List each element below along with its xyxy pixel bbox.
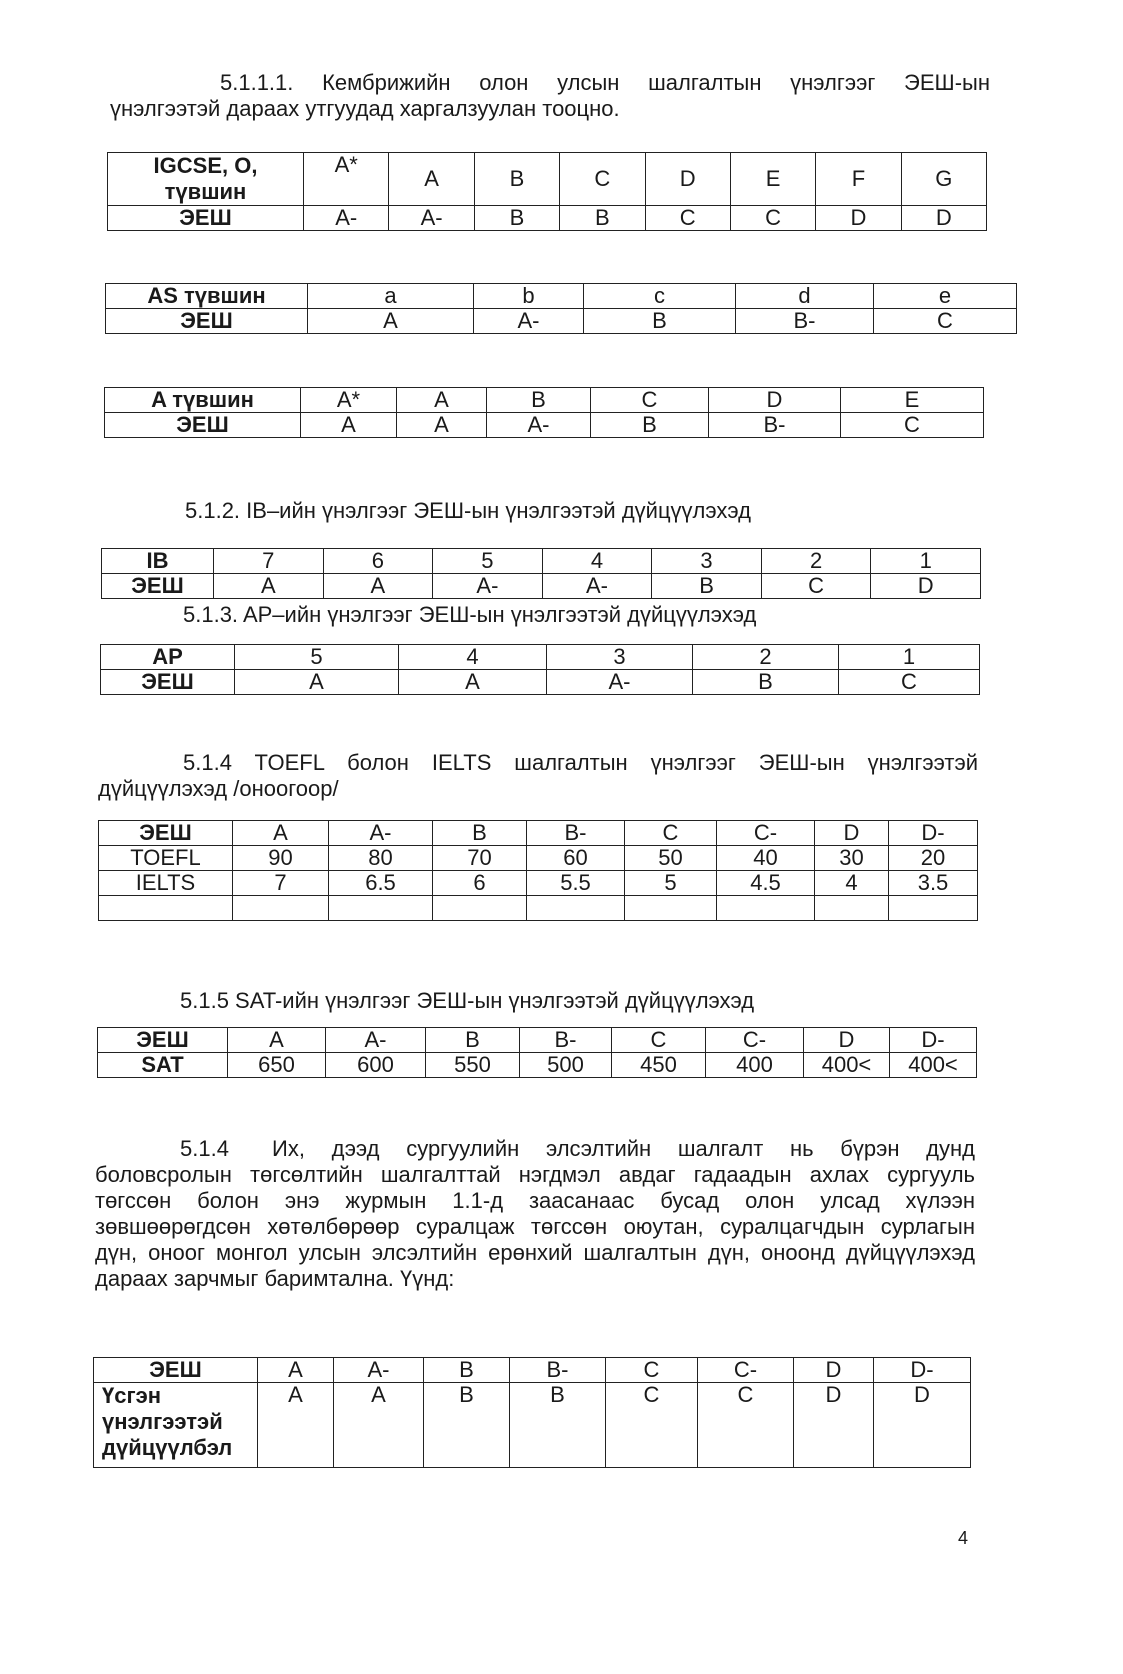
- toefl-ielts-table: [98, 820, 978, 921]
- table-cell: 550: [426, 1053, 520, 1078]
- table-cell: B: [510, 1383, 606, 1468]
- table-cell: 6: [433, 871, 527, 896]
- row-label: ЭЕШ: [98, 1028, 228, 1053]
- table-row: [105, 388, 984, 413]
- table-cell: 5: [235, 645, 399, 670]
- table-cell: A: [258, 1358, 334, 1383]
- table-cell: C: [645, 206, 730, 231]
- table-cell: 3: [547, 645, 693, 670]
- table-row: [105, 413, 984, 438]
- igcse-table: [107, 152, 987, 231]
- table-cell: A-: [487, 413, 591, 438]
- table-cell: A-: [304, 206, 389, 231]
- table-cell: D: [901, 206, 986, 231]
- row-label: SAT: [98, 1053, 228, 1078]
- row-label: A түвшин: [105, 388, 301, 413]
- sat-table: [97, 1027, 977, 1078]
- table-cell: B-: [736, 309, 874, 334]
- table-cell: B: [591, 413, 709, 438]
- table-cell: 650: [228, 1053, 326, 1078]
- table-cell: 3: [652, 549, 762, 574]
- table-cell: C: [698, 1383, 794, 1468]
- table-cell: 400<: [890, 1053, 977, 1078]
- table-cell: B: [424, 1383, 510, 1468]
- table-cell: C-: [698, 1358, 794, 1383]
- table-cell: 600: [326, 1053, 426, 1078]
- toefl-heading: [98, 750, 978, 802]
- paragraph-line-5: дүн, оноог монгол улсын элсэлтийн ерөнхий шалгалтын дүн, оноонд дүйцүүлэхэд: [95, 1240, 975, 1265]
- table-cell: B: [474, 153, 559, 206]
- row-label: ЭЕШ: [94, 1358, 258, 1383]
- table-cell: A: [228, 1028, 326, 1053]
- table-cell: 2: [693, 645, 839, 670]
- table-cell: D: [816, 206, 901, 231]
- table-cell: D: [815, 821, 889, 846]
- table-cell: D: [794, 1383, 874, 1468]
- table-cell: B: [433, 821, 527, 846]
- table-cell: 3.5: [889, 871, 978, 896]
- table-cell: C-: [706, 1028, 804, 1053]
- table-cell: 4.5: [717, 871, 815, 896]
- table-cell: A-: [547, 670, 693, 695]
- row-label: ЭЕШ: [101, 670, 235, 695]
- ap-table: [100, 644, 980, 695]
- table-cell: B: [426, 1028, 520, 1053]
- intro-line-1: 5.1.1.1. Кембрижийн олон улсын шалгалтын үнэлгээг ЭЕШ-ын: [220, 70, 990, 95]
- table-cell: A-: [334, 1358, 424, 1383]
- paragraph-line-6: дараах зарчмыг баримтална. Үүнд:: [95, 1266, 455, 1291]
- table-cell: A: [233, 821, 329, 846]
- table-cell: 50: [625, 846, 717, 871]
- table-cell: 70: [433, 846, 527, 871]
- table-cell: C: [625, 821, 717, 846]
- table-cell: C: [841, 413, 984, 438]
- table-cell: E: [841, 388, 984, 413]
- row-label: IELTS: [99, 871, 233, 896]
- table-row: [98, 1028, 977, 1053]
- table-cell: C: [560, 153, 645, 206]
- table-cell: 40: [717, 846, 815, 871]
- table-cell: B: [487, 388, 591, 413]
- table-cell: B: [584, 309, 736, 334]
- table-cell: A-: [542, 574, 652, 599]
- table-cell: C: [606, 1383, 698, 1468]
- table-row: [99, 821, 978, 846]
- table-cell: D: [794, 1358, 874, 1383]
- row-label: ЭЕШ: [99, 821, 233, 846]
- table-cell: b: [474, 284, 584, 309]
- row-label: TOEFL: [99, 846, 233, 871]
- table-row: [99, 846, 978, 871]
- row-label: ЭЕШ: [108, 206, 304, 231]
- table-cell: [233, 896, 329, 921]
- page-number: 4: [957, 1528, 968, 1548]
- table-cell: A: [301, 413, 397, 438]
- table-row: [94, 1358, 971, 1383]
- table-cell: B-: [709, 413, 841, 438]
- paragraph-line-4: зөвшөөрөгдсөн хөтөлбөрөөр суралцаж төгссөн оюутан, суралцагчдын сурлагын: [95, 1214, 975, 1239]
- table-cell: 30: [815, 846, 889, 871]
- table-cell: 500: [520, 1053, 612, 1078]
- table-cell: A: [258, 1383, 334, 1468]
- table-cell: A-: [326, 1028, 426, 1053]
- table-cell: [433, 896, 527, 921]
- table-cell: A-: [474, 309, 584, 334]
- table-cell: A: [308, 309, 474, 334]
- table-cell: B: [652, 574, 762, 599]
- row-label: Үсгэн үнэлгээтэй дүйцүүлбэл: [94, 1383, 258, 1468]
- table-cell: 90: [233, 846, 329, 871]
- table-cell: C: [874, 309, 1017, 334]
- table-cell: A: [397, 413, 487, 438]
- letter-grade-table: [93, 1357, 971, 1468]
- table-cell: 20: [889, 846, 978, 871]
- table-cell: 400: [706, 1053, 804, 1078]
- table-cell: C: [606, 1358, 698, 1383]
- table-cell: e: [874, 284, 1017, 309]
- table-cell: D-: [889, 821, 978, 846]
- row-label: ЭЕШ: [105, 413, 301, 438]
- table-cell: A-: [329, 821, 433, 846]
- table-cell: D: [874, 1383, 971, 1468]
- table-cell: 7: [233, 871, 329, 896]
- table-cell: B: [474, 206, 559, 231]
- table-cell: B-: [527, 821, 625, 846]
- table-cell: 7: [214, 549, 324, 574]
- table-row: [106, 284, 1017, 309]
- table-cell: B: [424, 1358, 510, 1383]
- table-row: [108, 206, 987, 231]
- paragraph-number: 5.1.4: [180, 1136, 229, 1161]
- table-cell: 4: [399, 645, 547, 670]
- table-cell: 5: [433, 549, 543, 574]
- intro-paragraph: [110, 70, 990, 122]
- table-cell: 2: [761, 549, 871, 574]
- table-cell: A: [323, 574, 433, 599]
- table-cell: A: [397, 388, 487, 413]
- table-cell: B-: [510, 1358, 606, 1383]
- table-cell: 4: [542, 549, 652, 574]
- table-cell: 1: [839, 645, 980, 670]
- sat-heading: 5.1.5 SAT-ийн үнэлгээг ЭЕШ-ын үнэлгээтэй дүйцүүлэхэд: [180, 988, 755, 1013]
- as-level-table: [105, 283, 1017, 334]
- table-cell: A: [235, 670, 399, 695]
- table-cell: B: [693, 670, 839, 695]
- table-cell: [329, 896, 433, 921]
- table-cell: D: [645, 153, 730, 206]
- table-cell: 5.5: [527, 871, 625, 896]
- table-cell: D-: [890, 1028, 977, 1053]
- table-cell: B: [560, 206, 645, 231]
- table-row: [98, 1053, 977, 1078]
- table-cell: A: [334, 1383, 424, 1468]
- toefl-heading-line-1: 5.1.4 TOEFL болон IELTS шалгалтын үнэлгээг ЭЕШ-ын үнэлгээтэй: [183, 750, 978, 775]
- table-cell: 450: [612, 1053, 706, 1078]
- table-cell: 60: [527, 846, 625, 871]
- table-cell: A: [214, 574, 324, 599]
- table-cell: C-: [717, 821, 815, 846]
- table-cell: A: [399, 670, 547, 695]
- table-row: [101, 670, 980, 695]
- principles-paragraph: [95, 1136, 975, 1292]
- table-cell: [815, 896, 889, 921]
- table-cell: E: [730, 153, 815, 206]
- table-cell: D: [871, 574, 981, 599]
- paragraph-line-3: төгссөн болон энэ журмын 1.1-д заасанаас бусад олон улсад хүлээн: [95, 1188, 975, 1213]
- table-cell: A-: [389, 206, 474, 231]
- table-cell: A-: [433, 574, 543, 599]
- table-cell: A: [389, 153, 474, 206]
- table-cell: C: [730, 206, 815, 231]
- toefl-heading-line-2: дүйцүүлэхэд /оноогоор/: [98, 776, 339, 801]
- table-row: [101, 645, 980, 670]
- row-label: IB: [102, 549, 214, 574]
- table-cell: A*: [304, 153, 389, 206]
- table-cell: 6: [323, 549, 433, 574]
- paragraph-line-1: [95, 1136, 975, 1162]
- intro-line-2: үнэлгээтэй дараах утгуудад харгалзуулан тооцно.: [110, 96, 620, 121]
- table-cell: G: [901, 153, 986, 206]
- table-cell: C: [591, 388, 709, 413]
- table-cell: [889, 896, 978, 921]
- table-cell: C: [839, 670, 980, 695]
- table-cell: C: [761, 574, 871, 599]
- ap-heading: 5.1.3. AP–ийн үнэлгээг ЭЕШ-ын үнэлгээтэй дүйцүүлэхэд: [183, 602, 757, 627]
- table-cell: B-: [520, 1028, 612, 1053]
- table-cell: [527, 896, 625, 921]
- row-label: ЭЕШ: [102, 574, 214, 599]
- table-row: [99, 871, 978, 896]
- table-row: [99, 896, 978, 921]
- table-cell: 5: [625, 871, 717, 896]
- table-row: [94, 1383, 971, 1468]
- ib-heading: 5.1.2. IB–ийн үнэлгээг ЭЕШ-ын үнэлгээтэй дүйцүүлэхэд: [185, 498, 751, 523]
- table-row: [108, 153, 987, 206]
- row-label: AP: [101, 645, 235, 670]
- paragraph-line-1-text: Их, дээд сургуулийн элсэлтийн шалгалт нь бүрэн дунд: [272, 1136, 975, 1161]
- row-label: IGCSE, O, түвшин: [108, 153, 304, 206]
- table-cell: [717, 896, 815, 921]
- table-cell: a: [308, 284, 474, 309]
- row-label: ЭЕШ: [106, 309, 308, 334]
- table-cell: 6.5: [329, 871, 433, 896]
- table-cell: [625, 896, 717, 921]
- table-cell: D: [709, 388, 841, 413]
- ib-table: [101, 548, 981, 599]
- table-cell: d: [736, 284, 874, 309]
- a-level-table: [104, 387, 984, 438]
- table-cell: D-: [874, 1358, 971, 1383]
- table-cell: 80: [329, 846, 433, 871]
- table-cell: 1: [871, 549, 981, 574]
- table-cell: c: [584, 284, 736, 309]
- row-label: [99, 896, 233, 921]
- table-cell: A*: [301, 388, 397, 413]
- table-cell: 400<: [804, 1053, 890, 1078]
- paragraph-line-2: боловсролын төгсөлтийн шалгалттай нэгдмэл авдаг гадаадын ахлах сургууль: [95, 1162, 975, 1187]
- table-cell: F: [816, 153, 901, 206]
- row-label: AS түвшин: [106, 284, 308, 309]
- table-cell: 4: [815, 871, 889, 896]
- table-cell: C: [612, 1028, 706, 1053]
- table-row: [102, 574, 981, 599]
- table-row: [102, 549, 981, 574]
- table-cell: D: [804, 1028, 890, 1053]
- table-row: [106, 309, 1017, 334]
